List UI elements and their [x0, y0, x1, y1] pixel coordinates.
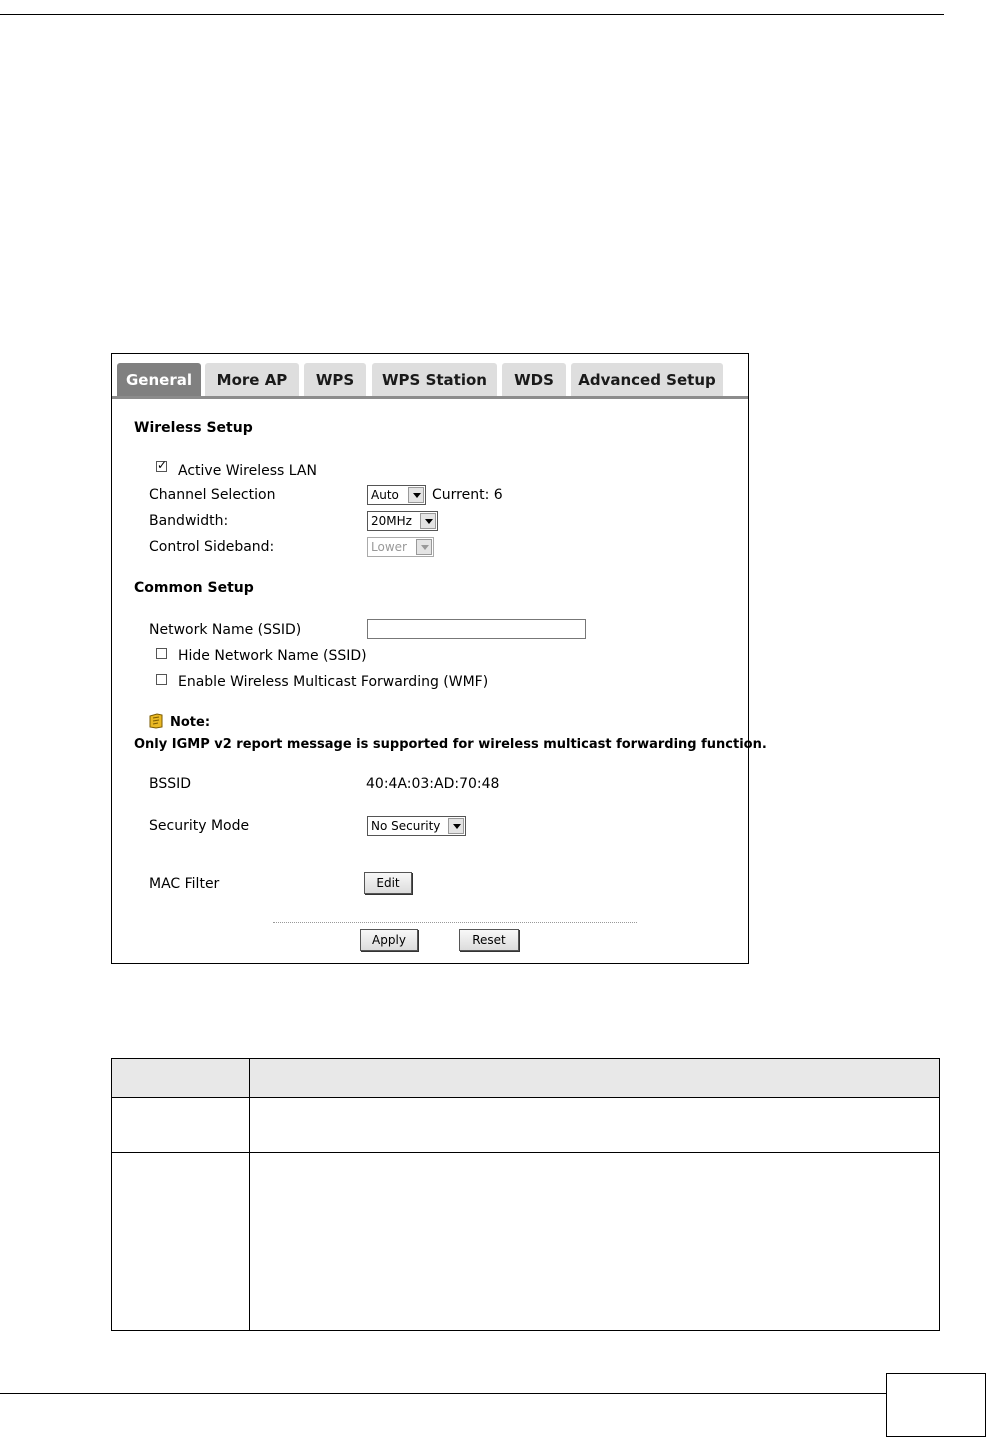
bandwidth-label: Bandwidth:	[149, 513, 229, 529]
common-setup-title: Common Setup	[134, 580, 254, 596]
divider	[273, 922, 637, 923]
bssid-label: BSSID	[149, 776, 192, 792]
reset-button[interactable]: Reset	[459, 929, 519, 951]
tab-wps[interactable]: WPS	[304, 363, 366, 397]
table-row	[112, 1098, 940, 1153]
tab-general[interactable]: General	[117, 363, 201, 397]
table-cell	[112, 1098, 250, 1153]
wireless-settings-panel	[111, 353, 767, 964]
mac-filter-edit-button[interactable]: Edit	[364, 872, 412, 894]
chevron-down-icon	[408, 487, 424, 503]
footer-rule	[0, 1393, 886, 1394]
mac-filter-label: MAC Filter	[149, 876, 220, 892]
active-wlan-checkbox[interactable]	[156, 458, 168, 472]
chevron-down-icon	[416, 539, 432, 555]
bandwidth-select-value: 20MHz	[371, 514, 412, 528]
note-icon	[149, 713, 163, 729]
bssid-value: 40:4A:03:AD:70:48	[366, 776, 500, 792]
active-wlan-label: Active Wireless LAN	[178, 463, 317, 479]
bandwidth-select[interactable]	[367, 511, 438, 531]
current-channel: Current: 6	[432, 487, 503, 503]
table-header-cell	[112, 1059, 250, 1098]
chevron-down-icon	[420, 513, 436, 529]
sideband-select-value: Lower	[371, 540, 407, 554]
table-row	[112, 1153, 940, 1331]
tab-underline	[112, 396, 748, 399]
checkmark-icon: ✓	[157, 458, 168, 472]
description-table	[111, 1058, 940, 1331]
security-select-value: No Security	[371, 819, 441, 833]
note-title: Note:	[170, 715, 211, 730]
tab-wds[interactable]: WDS	[502, 363, 566, 397]
header-rule	[0, 14, 944, 15]
wmf-label: Enable Wireless Multicast Forwarding (WMF)	[178, 674, 489, 690]
security-mode-label: Security Mode	[149, 818, 250, 834]
channel-select[interactable]	[367, 485, 426, 505]
table-header-row	[112, 1059, 940, 1098]
security-mode-select[interactable]	[367, 816, 466, 836]
channel-select-value: Auto	[371, 488, 399, 502]
wireless-setup-title: Wireless Setup	[134, 420, 253, 436]
tab-more-ap[interactable]: More AP	[205, 363, 299, 397]
ssid-input[interactable]	[367, 619, 586, 639]
table-cell	[250, 1153, 940, 1331]
control-sideband-label: Control Sideband:	[149, 539, 275, 555]
control-sideband-select	[367, 537, 434, 557]
channel-selection-label: Channel Selection	[149, 487, 276, 503]
wmf-checkbox[interactable]	[156, 674, 167, 685]
chevron-down-icon	[448, 818, 464, 834]
note-text: Only IGMP v2 report message is supported for wireless multicast forwarding function.	[134, 737, 767, 752]
table-header-cell	[250, 1059, 940, 1098]
hide-ssid-checkbox[interactable]	[156, 648, 167, 659]
table-cell	[112, 1153, 250, 1331]
apply-button[interactable]: Apply	[360, 929, 418, 951]
table-cell	[250, 1098, 940, 1153]
tab-advanced-setup[interactable]: Advanced Setup	[571, 363, 723, 397]
ssid-label: Network Name (SSID)	[149, 622, 302, 638]
tab-wps-station[interactable]: WPS Station	[372, 363, 497, 397]
page-number-box	[886, 1373, 986, 1437]
hide-ssid-label: Hide Network Name (SSID)	[178, 648, 367, 664]
